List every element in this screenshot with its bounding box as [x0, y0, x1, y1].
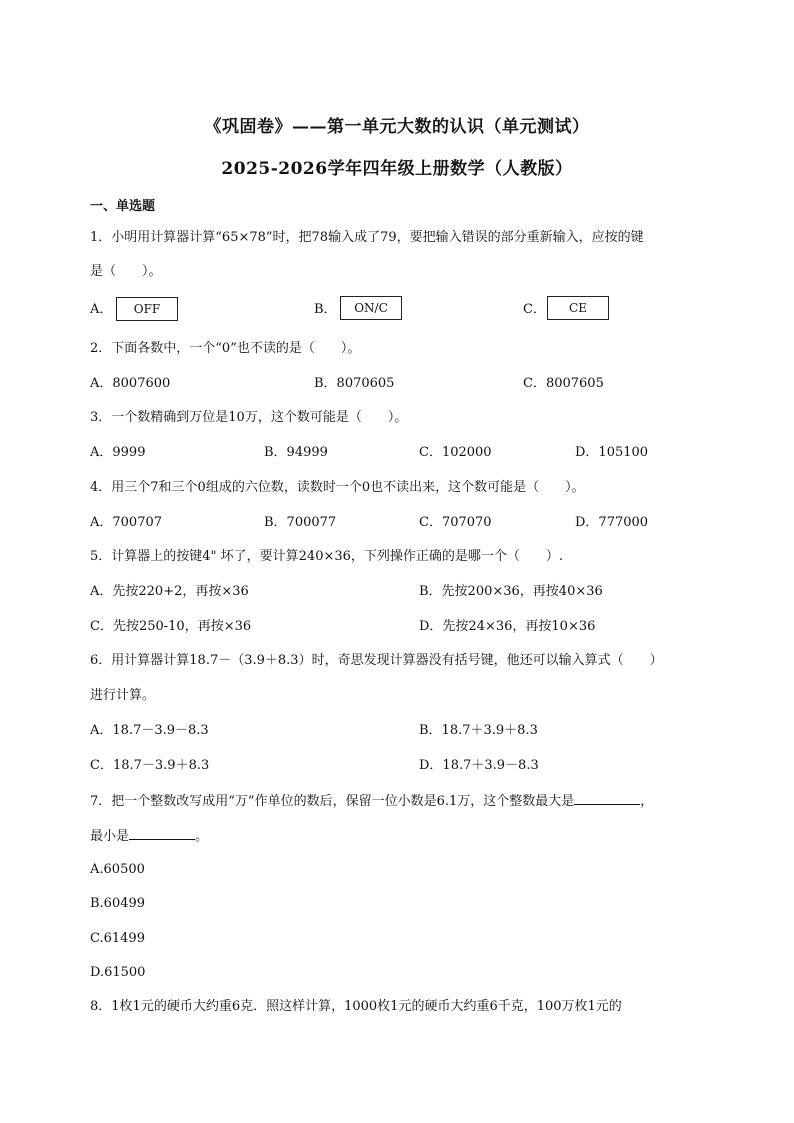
section-title: 一、单选题 [90, 199, 156, 214]
option: D．先按24×36，再按10×36 [419, 619, 596, 634]
calculator-key-ce: CE [547, 296, 609, 320]
question-7-text-b: ， [640, 794, 654, 809]
option: A．先按220+2，再按×36 [90, 584, 249, 599]
option: C．18.7－3.9＋8.3 [90, 758, 210, 773]
option: B．700077 [264, 515, 337, 530]
calculator-key-on-c: ON/C [340, 296, 402, 320]
option: C．先按250-10，再按×36 [90, 619, 252, 634]
question-7-line-2 [90, 825, 208, 847]
option: A．700707 [90, 515, 163, 530]
option-letter: A． [90, 302, 113, 317]
answer-blank-max[interactable] [574, 790, 640, 805]
question-8: 8．1枚1元的硬币大约重6克．照这样计算，1000枚1元的硬币大约重6千克，100万枚1元的 [90, 999, 622, 1014]
option: D．105100 [575, 445, 649, 460]
option: C.61499 [90, 931, 145, 946]
option: A.60500 [90, 862, 145, 877]
question-7-line-1 [90, 790, 653, 812]
question-7-text-c: 最小是 [90, 829, 130, 844]
option: A．8007600 [90, 376, 171, 391]
option: C．707070 [419, 515, 492, 530]
calculator-key-off: OFF [116, 297, 178, 321]
answer-blank-min[interactable] [129, 825, 195, 840]
option-letter: C． [523, 302, 546, 317]
option: D．777000 [575, 515, 649, 530]
question-7-text-d: 。 [195, 829, 209, 844]
question-4: 4．用三个7和三个0组成的六位数，读数时一个0也不读出来，这个数可能是（ ）。 [90, 480, 585, 495]
option: B．94999 [264, 445, 328, 460]
question-6-line-1: 6．用计算器计算18.7－（3.9＋8.3）时，奇思发现计算器没有括号键，他还可以输入算式（ ） [90, 653, 663, 668]
question-7-text-a: 7．把一个整数改写成用“万”作单位的数后，保留一位小数是6.1万，这个整数最大是 [90, 794, 575, 809]
option: B.60499 [90, 896, 146, 911]
option: D.61500 [90, 965, 146, 980]
option: A．18.7－3.9－8.3 [90, 723, 209, 738]
question-1-line-1: 1．小明用计算器计算“65×78”时，把78输入成了79，要把输入错误的部分重新输入，应按的键 [90, 230, 644, 245]
question-2: 2．下面各数中，一个“0”也不读的是（ ）。 [90, 341, 361, 356]
question-1-line-2: 是（ ）。 [90, 264, 162, 279]
option: B．先按200×36，再按40×36 [419, 584, 603, 599]
option: B．8070605 [314, 376, 395, 391]
option: C．8007605 [523, 376, 604, 391]
question-6-line-2: 进行计算。 [90, 688, 156, 703]
option: A．9999 [90, 445, 146, 460]
option: B．18.7＋3.9＋8.3 [419, 723, 538, 738]
page-title: 《巩固卷》——第一单元大数的认识（单元测试） [204, 117, 590, 137]
question-5: 5．计算器上的按键4" 坏了，要计算240×36，下列操作正确的是哪一个（ ）. [90, 549, 564, 564]
option: C．102000 [419, 445, 492, 460]
question-3: 3．一个数精确到万位是10万，这个数可能是（ ）。 [90, 410, 408, 425]
option-letter: B． [314, 302, 337, 317]
page-subtitle: 2025-2026学年四年级上册数学（人教版） [221, 159, 573, 179]
option: D．18.7＋3.9－8.3 [419, 758, 539, 773]
